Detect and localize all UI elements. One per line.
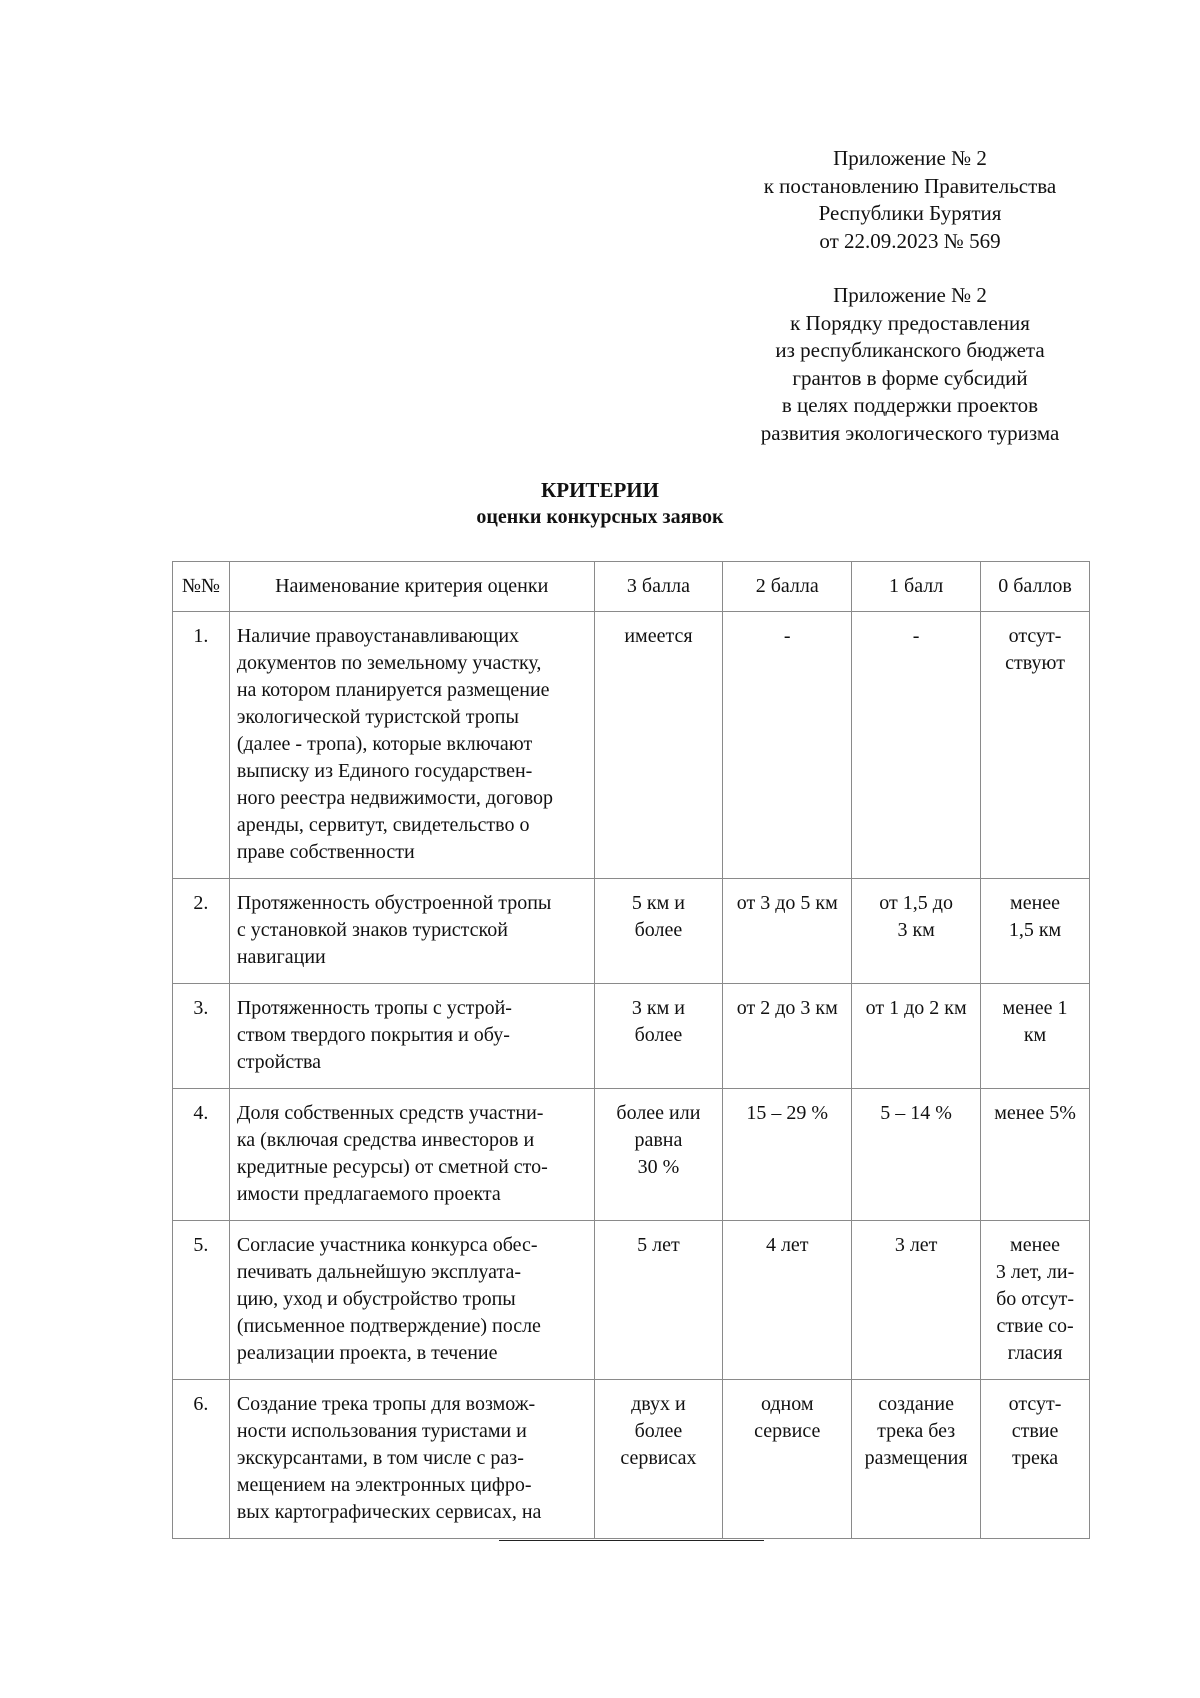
criterion-name-line: стройства [236,1051,322,1073]
criterion-name-line: с установкой знаков туристской [236,919,508,941]
header-1-point: 1 балл [852,562,981,612]
table-row [173,879,1090,984]
score-0-line: отсут- [1008,625,1062,647]
score-0-cell [981,984,1090,1089]
score-0-cell [981,612,1090,879]
score-1-line: от 1 до 2 км [865,997,967,1019]
row-number-cell: 6. [173,1380,230,1539]
score-3-cell [594,1221,723,1380]
appendix-line: Приложение № 2 [833,283,987,307]
appendix-line: к Порядку предоставления [790,310,1030,335]
score-3-line: двух и [631,1393,686,1415]
score-2-line: 15 – 29 % [746,1102,829,1124]
score-0-line: менее 5% [994,1102,1076,1124]
score-0-cell [981,1380,1090,1539]
score-0-line: бо отсут- [996,1288,1074,1310]
document-title: КРИТЕРИИ [541,478,659,502]
score-2-line: 4 лет [765,1234,809,1256]
score-2-line: сервисе [754,1420,821,1442]
criterion-name-cell [229,1089,594,1221]
score-1-line: 5 – 14 % [880,1102,952,1124]
score-0-line: 1,5 км [1008,919,1062,941]
appendix-line: Приложение № 2 [833,146,987,170]
criterion-name-line: ка (включая средства инвесторов и [236,1129,535,1151]
score-3-line: 3 км и [631,997,685,1019]
score-1-line: - [912,625,920,647]
score-1-line: 3 км [897,919,935,941]
criterion-name-line: Доля собственных средств участни- [236,1102,544,1124]
score-1-line: размещения [864,1447,968,1469]
document-subtitle: оценки конкурсных заявок [476,506,724,528]
criterion-name-line: реализации проекта, в течение [236,1342,498,1364]
score-0-cell [981,1221,1090,1380]
score-1-cell [852,1089,981,1221]
score-1-cell [852,879,981,984]
score-3-cell [594,1089,723,1221]
score-2-cell [723,612,852,879]
criterion-name-line: цию, уход и обустройство тропы [236,1288,516,1310]
criterion-name-line: (далее - тропа), которые включают [236,733,533,755]
table-row [173,1221,1090,1380]
score-0-line: менее [1010,1234,1061,1256]
score-0-line: 3 лет, ли- [995,1261,1075,1283]
criteria-table-body [173,612,1090,1539]
row-number-cell: 5. [173,1221,230,1380]
row-number-cell: 2. [173,879,230,984]
score-3-line: сервисах [620,1447,697,1469]
score-3-line: равна [634,1129,683,1151]
score-0-line: менее [1010,892,1061,914]
header-criterion-name: Наименование критерия оценки [229,562,594,612]
score-2-cell [723,1089,852,1221]
score-3-line: более [634,1024,683,1046]
score-1-line: 3 лет [894,1234,938,1256]
appendix-government-header [730,145,1090,255]
appendix-line: Республики Бурятия [818,201,1002,225]
criterion-name-line: на котором планируется размещение [236,679,550,701]
row-number-cell: 4. [173,1089,230,1221]
score-2-cell [723,984,852,1089]
score-1-line: трека без [877,1420,956,1442]
criterion-name-line: Протяженность обустроенной тропы [236,892,552,914]
criterion-name-line: аренды, сервитут, свидетельство о [236,814,530,836]
header-0-points: 0 баллов [981,562,1090,612]
criterion-name-line: выписку из Единого государствен- [236,760,533,782]
document-title-block [0,477,1200,531]
table-row [173,612,1090,879]
score-0-line: ствие [1011,1420,1059,1442]
score-2-cell [723,1380,852,1539]
table-row [173,1089,1090,1221]
criteria-table [172,561,1090,1539]
criterion-name-cell [229,1221,594,1380]
score-1-cell [852,1380,981,1539]
appendix-line: в целях поддержки проектов [781,393,1039,417]
score-1-line: от 1,5 до [879,892,953,914]
appendix-line: к постановлению Правительства [763,173,1057,198]
criterion-name-line: мещением на электронных цифро- [236,1474,532,1496]
row-number-cell: 1. [173,612,230,879]
criterion-name-line: кредитные ресурсы) от сметной сто- [236,1156,548,1178]
score-0-cell [981,879,1090,984]
header-number: №№ [173,562,230,612]
score-2-cell [723,879,852,984]
score-3-line: более [634,1420,683,1442]
score-2-line: от 3 до 5 км [736,892,838,914]
score-3-line: более [634,919,683,941]
score-3-cell [594,1380,723,1539]
score-3-cell [594,612,723,879]
score-3-line: более или [616,1102,701,1124]
score-3-line: имеется [624,625,693,647]
criterion-name-line: экологической туристской тропы [236,706,519,728]
score-0-line: гласия [1007,1342,1063,1364]
appendix-line: от 22.09.2023 № 569 [819,228,1001,253]
criterion-name-cell [229,612,594,879]
criterion-name-cell [229,1380,594,1539]
score-3-line: 5 лет [637,1234,680,1256]
score-1-cell [852,612,981,879]
criterion-name-line: Согласие участника конкурса обес- [236,1234,538,1256]
score-2-cell [723,1221,852,1380]
criterion-name-line: навигации [236,946,326,968]
score-3-cell [594,879,723,984]
header-2-points: 2 балла [723,562,852,612]
criterion-name-line: ности использования туристами и [236,1420,527,1442]
score-3-line: 30 % [637,1156,680,1178]
score-0-line: отсут- [1008,1393,1062,1415]
criterion-name-line: (письменное подтверждение) после [236,1315,541,1337]
appendix-line: развития экологического туризма [760,420,1060,445]
criterion-name-line: экскурсантами, в том числе с раз- [236,1447,524,1469]
criterion-name-line: Протяженность тропы с устрой- [236,997,512,1019]
criterion-name-line: ством твердого покрытия и обу- [236,1024,510,1046]
score-1-cell [852,984,981,1089]
end-of-document-rule [499,1540,764,1541]
score-1-line: создание [878,1393,955,1415]
criterion-name-line: печивать дальнейшую эксплуата- [236,1261,521,1283]
criterion-name-line: документов по земельному участку, [236,652,542,674]
criterion-name-line: праве собственности [236,841,415,863]
score-0-line: ствуют [1005,652,1065,674]
criterion-name-line: имости предлагаемого проекта [236,1183,501,1205]
score-3-line: 5 км и [631,892,685,914]
appendix-line: грантов в форме субсидий [792,365,1028,390]
score-0-line: ствие со- [996,1315,1074,1337]
appendix-line: из республиканского бюджета [775,338,1045,362]
criterion-name-line: ного реестра недвижимости, договор [236,787,554,809]
criterion-name-cell [229,879,594,984]
score-3-cell [594,984,723,1089]
score-1-cell [852,1221,981,1380]
criterion-name-line: Наличие правоустанавливающих [236,625,520,647]
table-row [173,1380,1090,1539]
row-number-cell: 3. [173,984,230,1089]
criterion-name-line: вых картографических сервисах, на [236,1501,542,1523]
criterion-name-cell [229,984,594,1089]
table-header-row [173,562,1090,612]
header-3-points: 3 балла [594,562,723,612]
score-0-line: трека [1011,1447,1059,1469]
criterion-name-line: Создание трека тропы для возмож- [236,1393,536,1415]
score-2-line: от 2 до 3 км [736,997,838,1019]
score-2-line: одном [760,1393,814,1415]
table-row [173,984,1090,1089]
score-0-line: менее 1 [1002,997,1068,1019]
score-0-cell [981,1089,1090,1221]
appendix-procedure-header [730,282,1090,447]
score-2-line: - [783,625,791,647]
score-0-line: км [1023,1024,1047,1046]
